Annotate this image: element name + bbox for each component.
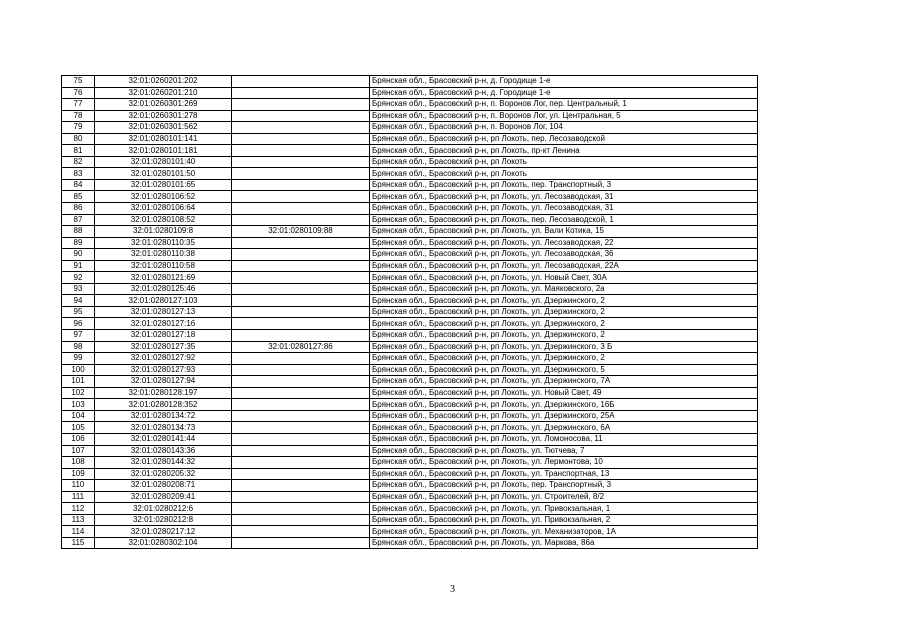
cadastral-number-cell: 32:01:0280143:36 — [95, 445, 232, 457]
parent-cadastral-cell — [232, 480, 370, 492]
row-number-cell: 88 — [62, 226, 95, 238]
cadastral-number-cell: 32:01:0280127:18 — [95, 330, 232, 342]
table-row — [62, 156, 758, 168]
table-row — [62, 214, 758, 226]
cadastral-number-cell: 32:01:0280134:73 — [95, 422, 232, 434]
cadastral-number-cell: 32:01:0280128:352 — [95, 399, 232, 411]
table-row — [62, 491, 758, 503]
parent-cadastral-cell — [232, 283, 370, 295]
row-number-cell: 114 — [62, 526, 95, 538]
address-cell: Брянская обл., Брасовский р-н, п. Воронов Лог, пер. Центральный, 1 — [370, 99, 758, 111]
parent-cadastral-cell — [232, 422, 370, 434]
cadastral-number-cell: 32:01:0280121:69 — [95, 272, 232, 284]
cadastral-number-cell: 32:01:0280101:65 — [95, 179, 232, 191]
cadastral-number-cell: 32:01:0280205:32 — [95, 468, 232, 480]
row-number-cell: 93 — [62, 283, 95, 295]
cadastral-number-cell: 32:01:0280217:12 — [95, 526, 232, 538]
row-number-cell: 115 — [62, 537, 95, 549]
cadastral-number-cell: 32:01:0280127:103 — [95, 295, 232, 307]
cadastral-number-cell: 32:01:0280110:58 — [95, 260, 232, 272]
address-cell: Брянская обл., Брасовский р-н, д. Городище 1-е — [370, 76, 758, 88]
row-number-cell: 103 — [62, 399, 95, 411]
address-cell: Брянская обл., Брасовский р-н, рп Локоть, ул. Механизаторов, 1А — [370, 526, 758, 538]
cadastral-number-cell: 32:01:0280127:16 — [95, 318, 232, 330]
parent-cadastral-cell — [232, 249, 370, 261]
row-number-cell: 78 — [62, 110, 95, 122]
address-cell: Брянская обл., Брасовский р-н, рп Локоть, ул. Новый Свет, 30А — [370, 272, 758, 284]
table-row — [62, 249, 758, 261]
row-number-cell: 107 — [62, 445, 95, 457]
parent-cadastral-cell — [232, 526, 370, 538]
table-row — [62, 133, 758, 145]
parent-cadastral-cell — [232, 168, 370, 180]
cadastral-number-cell: 32:01:0280144:32 — [95, 457, 232, 469]
parent-cadastral-cell — [232, 179, 370, 191]
parent-cadastral-cell — [232, 353, 370, 365]
address-cell: Брянская обл., Брасовский р-н, рп Локоть, пр-кт Ленина — [370, 145, 758, 157]
parent-cadastral-cell — [232, 110, 370, 122]
address-cell: Брянская обл., Брасовский р-н, рп Локоть, ул. Транспортная, 13 — [370, 468, 758, 480]
row-number-cell: 91 — [62, 260, 95, 272]
parent-cadastral-cell — [232, 457, 370, 469]
address-cell: Брянская обл., Брасовский р-н, рп Локоть, ул. Дзержинского, 2 — [370, 295, 758, 307]
table-row — [62, 503, 758, 515]
cadastral-number-cell: 32:01:0280101:50 — [95, 168, 232, 180]
address-cell: Брянская обл., Брасовский р-н, рп Локоть, ул. Вали Котика, 15 — [370, 226, 758, 238]
parent-cadastral-cell — [232, 468, 370, 480]
parent-cadastral-cell — [232, 491, 370, 503]
row-number-cell: 105 — [62, 422, 95, 434]
row-number-cell: 92 — [62, 272, 95, 284]
row-number-cell: 82 — [62, 156, 95, 168]
cadastral-number-cell: 32:01:0260301:278 — [95, 110, 232, 122]
parent-cadastral-cell — [232, 145, 370, 157]
table-row — [62, 99, 758, 111]
cadastral-number-cell: 32:01:0260301:562 — [95, 122, 232, 134]
row-number-cell: 112 — [62, 503, 95, 515]
parent-cadastral-cell — [232, 306, 370, 318]
table-row — [62, 168, 758, 180]
row-number-cell: 110 — [62, 480, 95, 492]
row-number-cell: 108 — [62, 457, 95, 469]
table-row — [62, 330, 758, 342]
table-row — [62, 353, 758, 365]
cadastral-number-cell: 32:01:0260301:269 — [95, 99, 232, 111]
row-number-cell: 90 — [62, 249, 95, 261]
address-cell: Брянская обл., Брасовский р-н, рп Локоть, пер. Транспортный, 3 — [370, 179, 758, 191]
land-registry-table — [61, 75, 758, 549]
parent-cadastral-cell — [232, 318, 370, 330]
table-row — [62, 76, 758, 88]
table-row — [62, 295, 758, 307]
address-cell: Брянская обл., Брасовский р-н, рп Локоть, ул. Лесозаводская, 22 — [370, 237, 758, 249]
table-row — [62, 191, 758, 203]
address-cell: Брянская обл., Брасовский р-н, рп Локоть, ул. Лесозаводская, 22А — [370, 260, 758, 272]
row-number-cell: 96 — [62, 318, 95, 330]
table-row — [62, 318, 758, 330]
row-number-cell: 86 — [62, 203, 95, 215]
row-number-cell: 89 — [62, 237, 95, 249]
table-row — [62, 457, 758, 469]
cadastral-number-cell: 32:01:0280128:197 — [95, 387, 232, 399]
cadastral-number-cell: 32:01:0280106:52 — [95, 191, 232, 203]
parent-cadastral-cell — [232, 433, 370, 445]
address-cell: Брянская обл., Брасовский р-н, рп Локоть, пер. Лесозаводской, 1 — [370, 214, 758, 226]
address-cell: Брянская обл., Брасовский р-н, рп Локоть, ул. Лесозаводская, 36 — [370, 249, 758, 261]
address-cell: Брянская обл., Брасовский р-н, рп Локоть, ул. Дзержинского, 2 — [370, 318, 758, 330]
row-number-cell: 113 — [62, 514, 95, 526]
table-row — [62, 537, 758, 549]
cadastral-number-cell: 32:01:0280127:93 — [95, 364, 232, 376]
address-cell: Брянская обл., Брасовский р-н, рп Локоть — [370, 168, 758, 180]
parent-cadastral-cell — [232, 156, 370, 168]
parent-cadastral-cell — [232, 272, 370, 284]
parent-cadastral-cell — [232, 410, 370, 422]
table-row — [62, 110, 758, 122]
cadastral-number-cell: 32:01:0280208:71 — [95, 480, 232, 492]
table-row — [62, 514, 758, 526]
cadastral-number-cell: 32:01:0280127:92 — [95, 353, 232, 365]
cadastral-number-cell: 32:01:0280134:72 — [95, 410, 232, 422]
table-row — [62, 226, 758, 238]
row-number-cell: 98 — [62, 341, 95, 353]
address-cell: Брянская обл., Брасовский р-н, рп Локоть, пер. Транспортный, 3 — [370, 480, 758, 492]
address-cell: Брянская обл., Брасовский р-н, п. Воронов Лог, ул. Центральная, 5 — [370, 110, 758, 122]
parent-cadastral-cell — [232, 133, 370, 145]
address-cell: Брянская обл., Брасовский р-н, рп Локоть, ул. Дзержинского, 5 — [370, 364, 758, 376]
cadastral-number-cell: 32:01:0280127:35 — [95, 341, 232, 353]
parent-cadastral-cell — [232, 203, 370, 215]
address-cell: Брянская обл., Брасовский р-н, рп Локоть, ул. Лесозаводская, 31 — [370, 203, 758, 215]
cadastral-number-cell: 32:01:0280209:41 — [95, 491, 232, 503]
row-number-cell: 111 — [62, 491, 95, 503]
address-cell: Брянская обл., Брасовский р-н, рп Локоть, ул. Дзержинского, 16Б — [370, 399, 758, 411]
parent-cadastral-cell — [232, 191, 370, 203]
table-row — [62, 145, 758, 157]
table-row — [62, 341, 758, 353]
cadastral-number-cell: 32:01:0280212:8 — [95, 514, 232, 526]
parent-cadastral-cell: 32:01:0280127:86 — [232, 341, 370, 353]
row-number-cell: 81 — [62, 145, 95, 157]
address-cell: Брянская обл., Брасовский р-н, рп Локоть, ул. Тютчева, 7 — [370, 445, 758, 457]
parent-cadastral-cell — [232, 330, 370, 342]
cadastral-number-cell: 32:01:0280106:64 — [95, 203, 232, 215]
cadastral-number-cell: 32:01:0260201:210 — [95, 87, 232, 99]
parent-cadastral-cell — [232, 364, 370, 376]
row-number-cell: 79 — [62, 122, 95, 134]
table-row — [62, 433, 758, 445]
cadastral-number-cell: 32:01:0280127:13 — [95, 306, 232, 318]
row-number-cell: 106 — [62, 433, 95, 445]
row-number-cell: 83 — [62, 168, 95, 180]
row-number-cell: 87 — [62, 214, 95, 226]
cadastral-number-cell: 32:01:0280101:40 — [95, 156, 232, 168]
parent-cadastral-cell — [232, 214, 370, 226]
address-cell: Брянская обл., Брасовский р-н, рп Локоть, ул. Дзержинского, 6А — [370, 422, 758, 434]
row-number-cell: 84 — [62, 179, 95, 191]
cadastral-number-cell: 32:01:0280212:6 — [95, 503, 232, 515]
table-row — [62, 387, 758, 399]
address-cell: Брянская обл., Брасовский р-н, рп Локоть, ул. Привокзальная, 2 — [370, 514, 758, 526]
table-row — [62, 87, 758, 99]
registry-table-body — [62, 76, 758, 549]
row-number-cell: 77 — [62, 99, 95, 111]
table-row — [62, 283, 758, 295]
parent-cadastral-cell — [232, 503, 370, 515]
cadastral-number-cell: 32:01:0260201:202 — [95, 76, 232, 88]
cadastral-number-cell: 32:01:0280141:44 — [95, 433, 232, 445]
row-number-cell: 102 — [62, 387, 95, 399]
parent-cadastral-cell — [232, 399, 370, 411]
address-cell: Брянская обл., Брасовский р-н, рп Локоть, ул. Дзержинского, 3 Б — [370, 341, 758, 353]
address-cell: Брянская обл., Брасовский р-н, рп Локоть, ул. Дзержинского, 7А — [370, 376, 758, 388]
address-cell: Брянская обл., Брасовский р-н, п. Воронов Лог, 104 — [370, 122, 758, 134]
table-row — [62, 179, 758, 191]
parent-cadastral-cell — [232, 514, 370, 526]
row-number-cell: 76 — [62, 87, 95, 99]
row-number-cell: 95 — [62, 306, 95, 318]
address-cell: Брянская обл., Брасовский р-н, рп Локоть, ул. Новый Свет, 49 — [370, 387, 758, 399]
page-number: 3 — [450, 584, 455, 595]
parent-cadastral-cell: 32:01:0280109:88 — [232, 226, 370, 238]
row-number-cell: 80 — [62, 133, 95, 145]
parent-cadastral-cell — [232, 122, 370, 134]
table-row — [62, 410, 758, 422]
address-cell: Брянская обл., Брасовский р-н, рп Локоть, ул. Дзержинского, 25А — [370, 410, 758, 422]
cadastral-number-cell: 32:01:0280302:104 — [95, 537, 232, 549]
table-row — [62, 237, 758, 249]
parent-cadastral-cell — [232, 237, 370, 249]
parent-cadastral-cell — [232, 87, 370, 99]
table-row — [62, 526, 758, 538]
address-cell: Брянская обл., Брасовский р-н, рп Локоть, ул. Ломоносова, 11 — [370, 433, 758, 445]
address-cell: Брянская обл., Брасовский р-н, рп Локоть, ул. Дзержинского, 2 — [370, 353, 758, 365]
address-cell: Брянская обл., Брасовский р-н, рп Локоть, ул. Маяковского, 2а — [370, 283, 758, 295]
parent-cadastral-cell — [232, 295, 370, 307]
table-row — [62, 272, 758, 284]
cadastral-number-cell: 32:01:0280127:94 — [95, 376, 232, 388]
address-cell: Брянская обл., Брасовский р-н, рп Локоть, пер. Лесозаводской — [370, 133, 758, 145]
cadastral-number-cell: 32:01:0280110:38 — [95, 249, 232, 261]
table-row — [62, 399, 758, 411]
parent-cadastral-cell — [232, 99, 370, 111]
row-number-cell: 85 — [62, 191, 95, 203]
address-cell: Брянская обл., Брасовский р-н, рп Локоть, ул. Лермонтова, 10 — [370, 457, 758, 469]
address-cell: Брянская обл., Брасовский р-н, рп Локоть, ул. Маркова, 86а — [370, 537, 758, 549]
row-number-cell: 101 — [62, 376, 95, 388]
table-row — [62, 480, 758, 492]
parent-cadastral-cell — [232, 376, 370, 388]
row-number-cell: 97 — [62, 330, 95, 342]
row-number-cell: 100 — [62, 364, 95, 376]
row-number-cell: 94 — [62, 295, 95, 307]
address-cell: Брянская обл., Брасовский р-н, рп Локоть, ул. Дзержинского, 2 — [370, 306, 758, 318]
table-row — [62, 422, 758, 434]
cadastral-number-cell: 32:01:0280108:52 — [95, 214, 232, 226]
table-row — [62, 376, 758, 388]
address-cell: Брянская обл., Брасовский р-н, рп Локоть, ул. Привокзальная, 1 — [370, 503, 758, 515]
table-row — [62, 445, 758, 457]
table-row — [62, 364, 758, 376]
table-row — [62, 122, 758, 134]
address-cell: Брянская обл., Брасовский р-н, рп Локоть, ул. Дзержинского, 2 — [370, 330, 758, 342]
row-number-cell: 99 — [62, 353, 95, 365]
table-row — [62, 203, 758, 215]
cadastral-number-cell: 32:01:0280109:8 — [95, 226, 232, 238]
parent-cadastral-cell — [232, 445, 370, 457]
parent-cadastral-cell — [232, 260, 370, 272]
table-row — [62, 468, 758, 480]
parent-cadastral-cell — [232, 76, 370, 88]
cadastral-number-cell: 32:01:0280101:181 — [95, 145, 232, 157]
cadastral-number-cell: 32:01:0280101:141 — [95, 133, 232, 145]
row-number-cell: 75 — [62, 76, 95, 88]
row-number-cell: 109 — [62, 468, 95, 480]
address-cell: Брянская обл., Брасовский р-н, рп Локоть, ул. Строителей, 8/2 — [370, 491, 758, 503]
parent-cadastral-cell — [232, 537, 370, 549]
address-cell: Брянская обл., Брасовский р-н, д. Городище 1-е — [370, 87, 758, 99]
table-row — [62, 260, 758, 272]
address-cell: Брянская обл., Брасовский р-н, рп Локоть, ул. Лесозаводская, 31 — [370, 191, 758, 203]
cadastral-number-cell: 32:01:0280125:46 — [95, 283, 232, 295]
table-row — [62, 306, 758, 318]
parent-cadastral-cell — [232, 387, 370, 399]
row-number-cell: 104 — [62, 410, 95, 422]
cadastral-number-cell: 32:01:0280110:35 — [95, 237, 232, 249]
address-cell: Брянская обл., Брасовский р-н, рп Локоть — [370, 156, 758, 168]
